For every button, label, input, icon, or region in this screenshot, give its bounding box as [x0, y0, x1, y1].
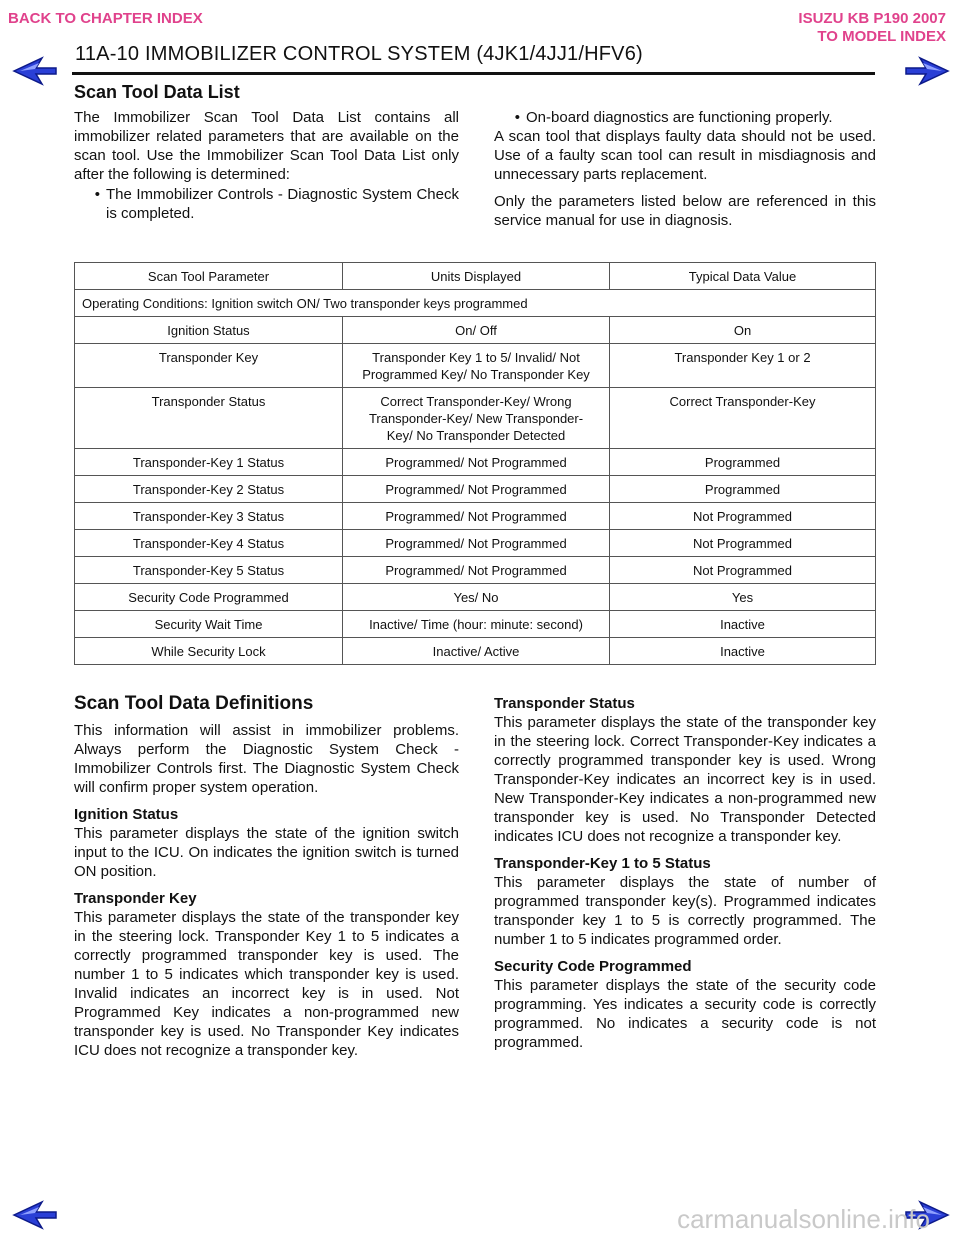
table-row: [75, 449, 876, 476]
table-cell: Inactive: [610, 611, 876, 638]
faulty-tool-warning: A scan tool that displays faulty data should not be used. Use of a faulty scan tool can result in misdiagnosis and unnecessary parts replacement.: [494, 128, 876, 183]
definitions-left-column: [74, 721, 459, 1060]
table-cell: Programmed/ Not Programmed: [343, 557, 610, 584]
header-divider: [72, 72, 875, 75]
ignition-status-text: This parameter displays the state of the ignition switch input to the ICU. On indicates the ignition switch is turned ON position.: [74, 825, 459, 880]
table-row: [75, 317, 876, 344]
security-code-text: This parameter displays the state of the security code programming. Yes indicates a security code is correctly programmed. No indicates a security code is not programmed.: [494, 977, 876, 1051]
table-cell: Transponder-Key 2 Status: [75, 476, 343, 503]
ignition-status-heading: Ignition Status: [74, 806, 179, 823]
scan-tool-data-list-heading: Scan Tool Data List: [74, 82, 240, 102]
transponder-key-heading: Transponder Key: [74, 890, 197, 907]
table-row: [75, 344, 876, 388]
table-cell: Transponder Status: [75, 388, 343, 449]
operating-conditions-cell: Operating Conditions: Ignition switch ON/ Two transponder keys programmed: [75, 290, 876, 317]
table-cell: Correct Transponder-Key: [610, 388, 876, 449]
table-cell: Transponder-Key 5 Status: [75, 557, 343, 584]
transponder-status-heading: Transponder Status: [494, 695, 635, 712]
transponder-key-text: This parameter displays the state of the transponder key in the steering lock. Transponder Key 1 to 5 indicates a correctly programmed transponder key is used. The number 1 to 5 indicates which transponder key is used. Invalid indicates an incorrect key is in used. Not Programmed Key indicates a non-programmed new transponder key is used. No Transponder Key indicates ICU does not recognize a transponder key.: [74, 909, 459, 1059]
table-cell: While Security Lock: [75, 638, 343, 665]
table-cell: Security Code Programmed: [75, 584, 343, 611]
table-cell: On/ Off: [343, 317, 610, 344]
definitions-intro: This information will assist in immobilizer problems. Always perform the Diagnostic System Check - Immobilizer Controls first. The Diagnostic System Check will confirm proper system operation.: [74, 722, 459, 796]
table-cell: Not Programmed: [610, 530, 876, 557]
table-row: [75, 584, 876, 611]
table-cell: Programmed/ Not Programmed: [343, 449, 610, 476]
table-cell: Inactive/ Time (hour: minute: second): [343, 611, 610, 638]
scan-list-intro: The Immobilizer Scan Tool Data List contains all immobilizer related parameters that are available on the scan tool. Use the Immobilizer Scan Tool Data List only after the following is determined:: [74, 109, 459, 183]
table-cell: Inactive: [610, 638, 876, 665]
table-cell: Programmed: [610, 449, 876, 476]
table-cell: Correct Transponder-Key/ Wrong Transponder-Key/ New Transponder-Key/ No Transponder Detected: [343, 388, 610, 449]
table-cell: On: [610, 317, 876, 344]
next-page-arrow-icon[interactable]: [904, 56, 950, 86]
bullet-dot-icon: •: [94, 186, 100, 203]
table-row: [75, 388, 876, 449]
table-cell: Not Programmed: [610, 557, 876, 584]
table-cell: Transponder Key 1 or 2: [610, 344, 876, 388]
key-status-text: This parameter displays the state of number of programmed transponder key(s). Programmed indicates transponder key 1 to 5 is correctly programmed. The number 1 to 5 indicates programmed order.: [494, 874, 876, 948]
security-code-heading: Security Code Programmed: [494, 958, 692, 975]
bullet-text: The Immobilizer Controls - Diagnostic System Check is completed.: [106, 186, 459, 222]
to-model-index-link[interactable]: [646, 10, 946, 46]
key-status-heading: Transponder-Key 1 to 5 Status: [494, 855, 711, 872]
table-cell: Yes/ No: [343, 584, 610, 611]
previous-page-arrow-icon[interactable]: [12, 56, 58, 86]
table-cell: Programmed: [610, 476, 876, 503]
table-header-cell: Typical Data Value: [610, 263, 876, 290]
parameters-note: Only the parameters listed below are referenced in this service manual for use in diagnosis.: [494, 193, 876, 229]
transponder-status-text: This parameter displays the state of the transponder key in the steering lock. Correct Transponder-Key indicates a correctly programmed transponder key is used. Wrong Transponder-Key indicates an incorrect key is in used. New Transponder-Key indicates a non-programmed new transponder key is used. No Transponder Detected indicates ICU does not recognize a transponder key.: [494, 714, 876, 845]
table-row: [75, 557, 876, 584]
model-name-label: ISUZU KB P190 2007: [798, 10, 946, 27]
previous-page-arrow-bottom-icon[interactable]: [12, 1200, 58, 1230]
scan-list-right-column: [494, 108, 876, 230]
watermark-text: carmanualsonline.info: [677, 1204, 930, 1234]
scan-list-left-column: [74, 108, 459, 223]
table-cell: Ignition Status: [75, 317, 343, 344]
table-condition-row: [75, 290, 876, 317]
bullet-item: [494, 108, 876, 127]
table-cell: Security Wait Time: [75, 611, 343, 638]
table-header-row: [75, 263, 876, 290]
table-cell: Programmed/ Not Programmed: [343, 503, 610, 530]
table-header-cell: Units Displayed: [343, 263, 610, 290]
table-cell: Transponder Key: [75, 344, 343, 388]
table-row: [75, 611, 876, 638]
table-row: [75, 503, 876, 530]
table-cell: Not Programmed: [610, 503, 876, 530]
table-row: [75, 476, 876, 503]
table-cell: Programmed/ Not Programmed: [343, 476, 610, 503]
page-header-title: 11A-10 IMMOBILIZER CONTROL SYSTEM (4JK1/4JJ1/HFV6): [75, 43, 643, 65]
definitions-right-column: [494, 694, 876, 1052]
back-to-chapter-index-link[interactable]: BACK TO CHAPTER INDEX: [8, 10, 203, 27]
bullet-dot-icon: •: [514, 109, 520, 126]
bullet-item: [74, 185, 459, 223]
table-cell: Inactive/ Active: [343, 638, 610, 665]
to-model-index-label: TO MODEL INDEX: [817, 28, 946, 45]
scan-tool-data-table: [74, 262, 876, 665]
table-cell: Programmed/ Not Programmed: [343, 530, 610, 557]
scan-tool-data-definitions-heading: Scan Tool Data Definitions: [74, 693, 314, 714]
table-cell: Transponder-Key 1 Status: [75, 449, 343, 476]
bullet-text: On-board diagnostics are functioning properly.: [526, 109, 833, 126]
table-header-cell: Scan Tool Parameter: [75, 263, 343, 290]
table-cell: Transponder Key 1 to 5/ Invalid/ Not Programmed Key/ No Transponder Key: [343, 344, 610, 388]
table-cell: Transponder-Key 3 Status: [75, 503, 343, 530]
table-row: [75, 638, 876, 665]
table-cell: Yes: [610, 584, 876, 611]
table-row: [75, 530, 876, 557]
table-cell: Transponder-Key 4 Status: [75, 530, 343, 557]
